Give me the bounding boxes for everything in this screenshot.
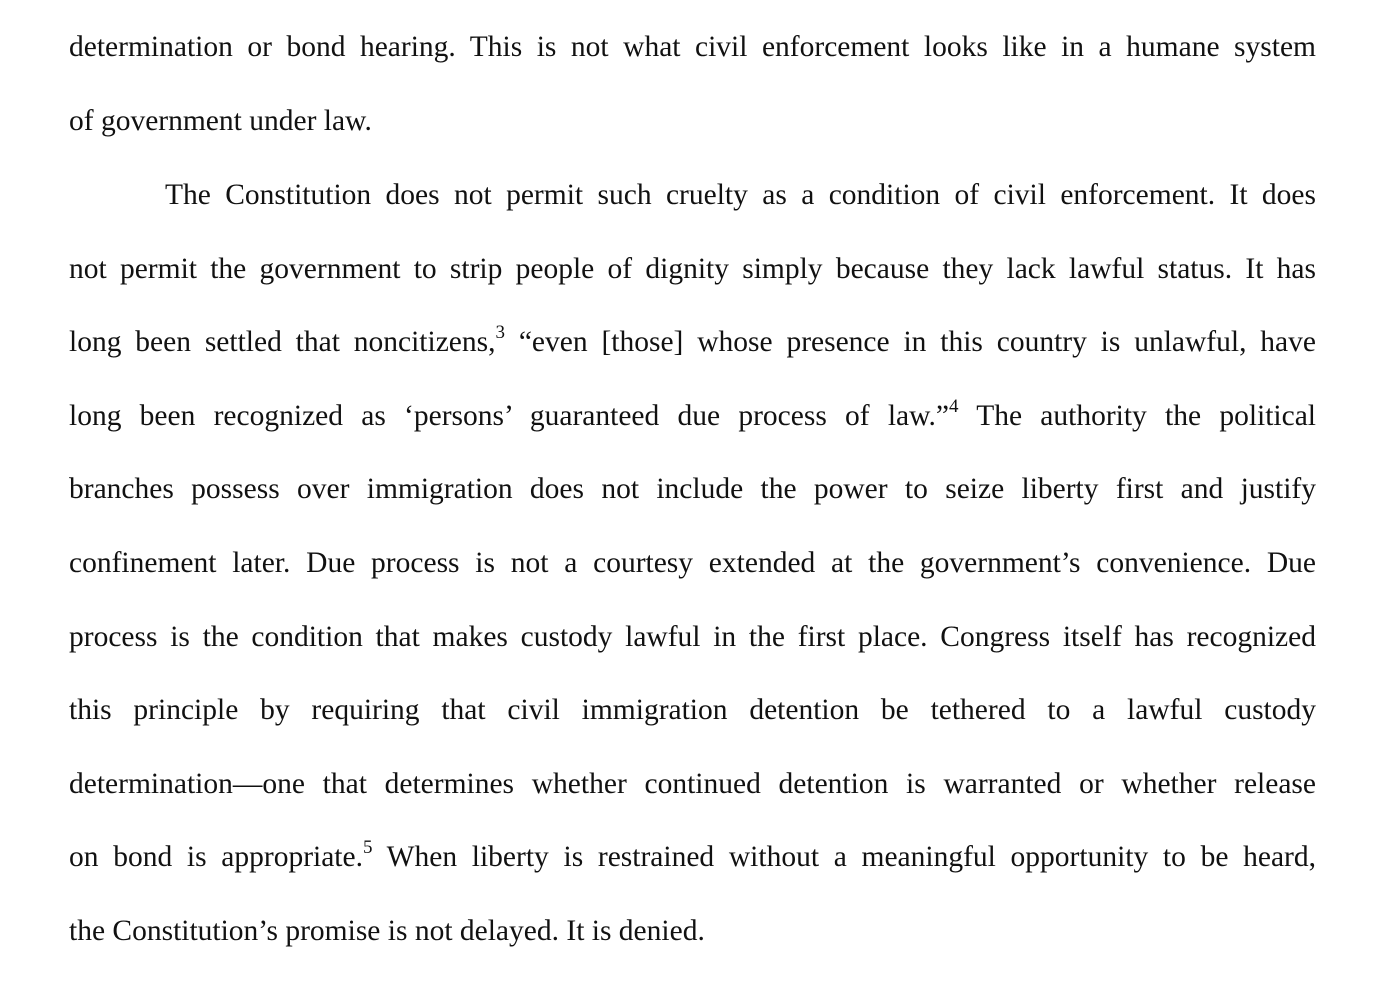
paragraph-2-line-8: this principle by requiring that civil immigration detention be tethered to a lawful custody	[69, 694, 1316, 726]
paragraph-1-line-2: of government under law.	[69, 105, 372, 137]
paragraph-2-line-2: not permit the government to strip people of dignity simply because they lack lawful status. It has	[69, 253, 1316, 285]
paragraph-2-line-10	[69, 837, 1316, 877]
line-3-text-a: long been settled that noncitizens,	[69, 326, 496, 358]
paragraph-2-line-6: confinement later. Due process is not a courtesy extended at the government’s convenience. Due	[69, 547, 1316, 579]
paragraph-2-line-4	[69, 396, 1316, 436]
paragraph-2-line-1: The Constitution does not permit such cruelty as a condition of civil enforcement. It does	[165, 179, 1316, 211]
line-4-text-a: long been recognized as ‘persons’ guaranteed due process of law.”	[69, 400, 949, 432]
paragraph-2-line-5: branches possess over immigration does not include the power to seize liberty first and justify	[69, 473, 1316, 505]
footnote-marker-4: 4	[949, 396, 959, 418]
line-10-text-a: on bond is appropriate.	[69, 841, 363, 873]
paragraph-1-line-1: determination or bond hearing. This is not what civil enforcement looks like in a humane system	[69, 31, 1316, 63]
footnote-marker-5: 5	[362, 837, 373, 859]
paragraph-2-line-3	[69, 322, 1316, 362]
paragraph-2-line-7: process is the condition that makes custody lawful in the first place. Congress itself has recognized	[69, 621, 1316, 653]
line-3-text-b: “even [those] whose presence in this country is unlawful, have	[504, 326, 1316, 358]
footnote-marker-3: 3	[495, 322, 505, 344]
paragraph-2-line-11: the Constitution’s promise is not delayed. It is denied.	[69, 915, 705, 947]
line-10-text-b: When liberty is restrained without a meaningful opportunity to be heard,	[372, 841, 1317, 873]
paragraph-2-line-9: determination—one that determines whether continued detention is warranted or whether release	[69, 768, 1316, 800]
line-4-text-b: The authority the political	[958, 400, 1316, 432]
